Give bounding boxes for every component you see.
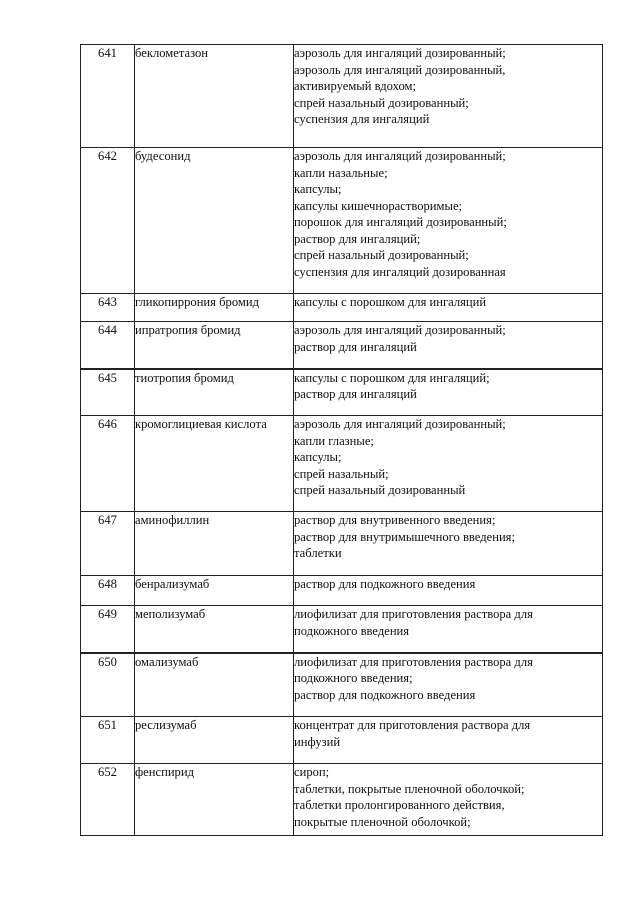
drug-name: беклометазон bbox=[135, 45, 294, 148]
table-row bbox=[81, 45, 603, 148]
table-row bbox=[81, 294, 603, 322]
dosage-form-line: раствор для внутримышечного введения; bbox=[294, 529, 515, 544]
dosage-forms bbox=[294, 45, 603, 148]
row-number: 647 bbox=[81, 512, 135, 576]
dosage-forms bbox=[294, 576, 603, 606]
dosage-form-line: сироп; bbox=[294, 765, 330, 779]
dosage-form-line: покрытые пленочной оболочкой; bbox=[294, 814, 471, 829]
dosage-forms bbox=[294, 294, 603, 322]
dosage-form-line: подкожного введения bbox=[294, 623, 410, 638]
dosage-form-line: порошок для ингаляций дозированный; bbox=[294, 215, 507, 229]
dosage-form-line: раствор для подкожного введения bbox=[294, 687, 476, 702]
row-number: 644 bbox=[81, 322, 135, 369]
table-row bbox=[81, 653, 603, 717]
row-number: 645 bbox=[81, 369, 135, 416]
dosage-form-line: суспензия для ингаляций дозированная bbox=[294, 264, 506, 279]
drug-name: тиотропия бромид bbox=[135, 369, 294, 416]
dosage-forms bbox=[294, 416, 603, 512]
dosage-forms bbox=[294, 717, 603, 764]
row-number: 651 bbox=[81, 717, 135, 764]
dosage-forms bbox=[294, 764, 603, 836]
dosage-form-line: раствор для подкожного введения bbox=[294, 577, 476, 591]
dosage-form-line: подкожного введения; bbox=[294, 671, 413, 685]
drug-name: аминофиллин bbox=[135, 512, 294, 576]
drug-name: бенрализумаб bbox=[135, 576, 294, 606]
dosage-form-line: раствор для внутривенного введения; bbox=[294, 513, 496, 527]
table-row bbox=[81, 764, 603, 836]
dosage-forms bbox=[294, 512, 603, 576]
row-number: 641 bbox=[81, 45, 135, 148]
row-number: 650 bbox=[81, 653, 135, 717]
dosage-form-line: таблетки, покрытые пленочной оболочкой; bbox=[294, 781, 525, 796]
dosage-form-line: спрей назальный дозированный; bbox=[294, 95, 469, 110]
dosage-form-line: спрей назальный; bbox=[294, 466, 389, 481]
dosage-form-line: спрей назальный дозированный bbox=[294, 483, 466, 497]
table-row bbox=[81, 717, 603, 764]
dosage-form-line: таблетки пролонгированного действия, bbox=[294, 798, 505, 812]
dosage-form-line: спрей назальный дозированный; bbox=[294, 248, 469, 262]
dosage-form-line: капли назальные; bbox=[294, 165, 388, 180]
drug-name: меполизумаб bbox=[135, 606, 294, 653]
dosage-form-line: раствор для ингаляций bbox=[294, 339, 417, 354]
drug-table bbox=[80, 44, 603, 836]
drug-table-body bbox=[81, 45, 603, 836]
table-row bbox=[81, 148, 603, 294]
dosage-form-line: лиофилизат для приготовления раствора для bbox=[294, 607, 533, 621]
dosage-forms bbox=[294, 148, 603, 294]
drug-name: ипратропия бромид bbox=[135, 322, 294, 369]
table-row bbox=[81, 512, 603, 576]
drug-name: будесонид bbox=[135, 148, 294, 294]
dosage-form-line: концентрат для приготовления раствора для bbox=[294, 718, 531, 732]
dosage-form-line: аэрозоль для ингаляций дозированный, bbox=[294, 62, 506, 77]
dosage-form-line: раствор для ингаляций bbox=[294, 387, 417, 401]
table-row bbox=[81, 606, 603, 653]
dosage-form-line: аэрозоль для ингаляций дозированный; bbox=[294, 417, 506, 431]
dosage-form-line: аэрозоль для ингаляций дозированный; bbox=[294, 323, 506, 337]
dosage-forms bbox=[294, 322, 603, 369]
dosage-form-line: таблетки bbox=[294, 546, 342, 560]
table-row bbox=[81, 416, 603, 512]
dosage-form-line: капли глазные; bbox=[294, 433, 374, 448]
row-number: 652 bbox=[81, 764, 135, 836]
dosage-form-line: активируемый вдохом; bbox=[294, 79, 417, 93]
dosage-form-line: капсулы; bbox=[294, 450, 342, 464]
table-row bbox=[81, 576, 603, 606]
row-number: 643 bbox=[81, 294, 135, 322]
dosage-form-line: капсулы с порошком для ингаляций; bbox=[294, 370, 490, 385]
dosage-form-line: капсулы кишечнорастворимые; bbox=[294, 198, 463, 213]
drug-name: реслизумаб bbox=[135, 717, 294, 764]
drug-name: гликопиррония бромид bbox=[135, 294, 294, 322]
dosage-forms bbox=[294, 606, 603, 653]
dosage-forms bbox=[294, 653, 603, 717]
table-row bbox=[81, 369, 603, 416]
row-number: 648 bbox=[81, 576, 135, 606]
dosage-forms bbox=[294, 369, 603, 416]
dosage-form-line: капсулы с порошком для ингаляций bbox=[294, 295, 487, 309]
table-row bbox=[81, 322, 603, 369]
dosage-form-line: инфузий bbox=[294, 734, 341, 749]
dosage-form-line: капсулы; bbox=[294, 182, 342, 196]
row-number: 649 bbox=[81, 606, 135, 653]
row-number: 642 bbox=[81, 148, 135, 294]
dosage-form-line: суспензия для ингаляций bbox=[294, 112, 430, 126]
dosage-form-line: лиофилизат для приготовления раствора для bbox=[294, 654, 533, 669]
drug-name: омализумаб bbox=[135, 653, 294, 717]
row-number: 646 bbox=[81, 416, 135, 512]
dosage-form-line: раствор для ингаляций; bbox=[294, 231, 421, 246]
drug-name: фенспирид bbox=[135, 764, 294, 836]
dosage-form-line: аэрозоль для ингаляций дозированный; bbox=[294, 46, 506, 60]
drug-name: кромоглициевая кислота bbox=[135, 416, 294, 512]
dosage-form-line: аэрозоль для ингаляций дозированный; bbox=[294, 149, 506, 163]
